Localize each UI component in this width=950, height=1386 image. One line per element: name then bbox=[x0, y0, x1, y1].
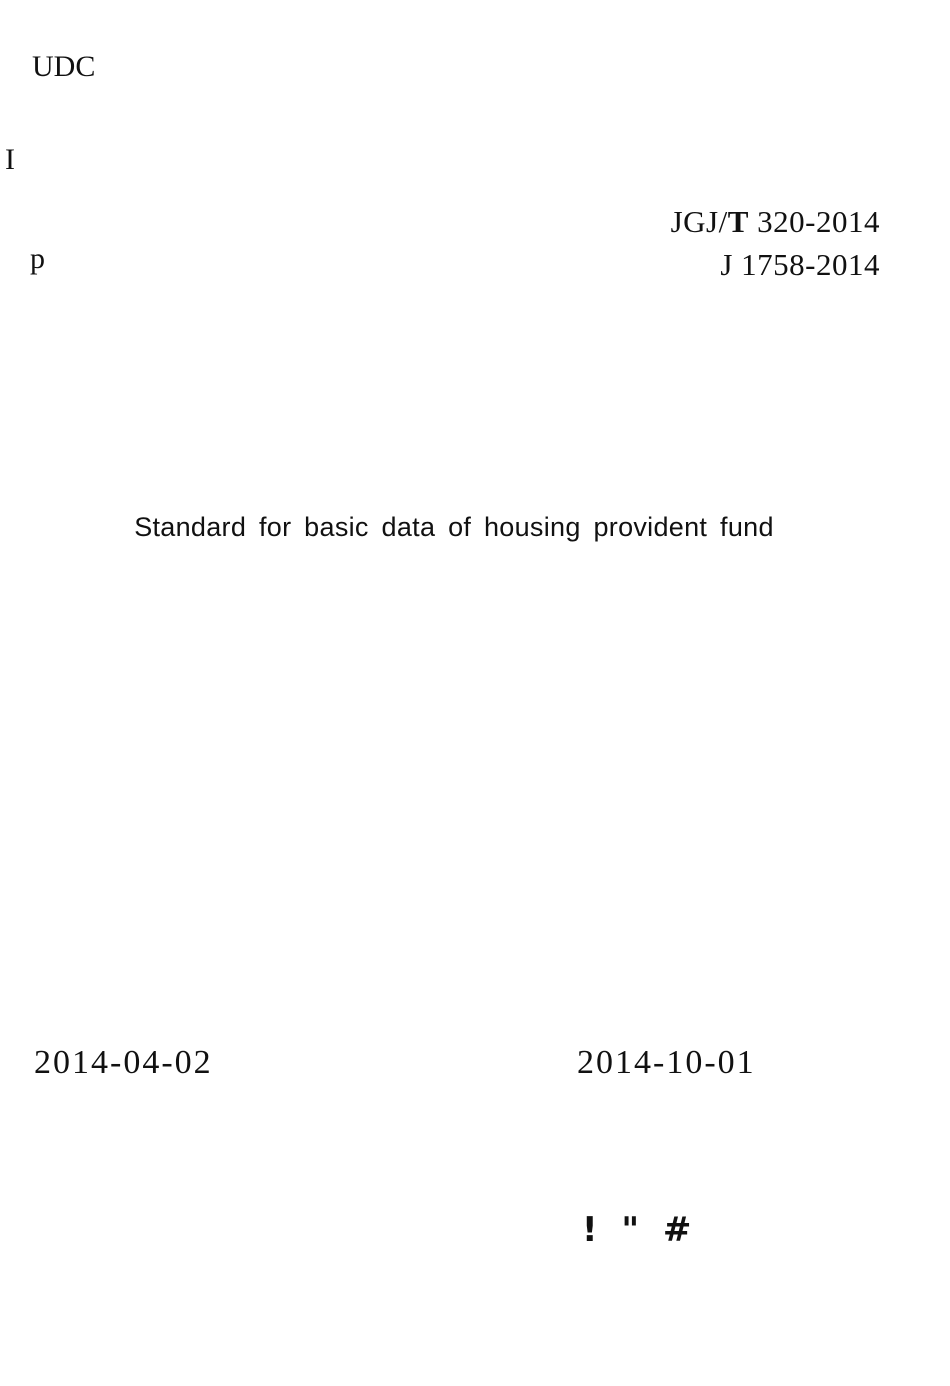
standard-codes bbox=[671, 200, 880, 286]
udc-label: UDC bbox=[32, 50, 96, 83]
implement-date: 2014-10-01 bbox=[577, 1044, 756, 1081]
issue-date: 2014-04-02 bbox=[34, 1044, 213, 1081]
mark-p: p bbox=[30, 242, 45, 275]
mark-i: I bbox=[5, 143, 15, 176]
document-title: Standard for basic data of housing provident fund bbox=[134, 512, 774, 542]
standard-number bbox=[671, 200, 880, 243]
standard-number-value: 320-2014 bbox=[748, 204, 880, 239]
filing-number: J 1758-2014 bbox=[720, 247, 880, 282]
issuer-glyphs: ! " # bbox=[582, 1210, 698, 1250]
standard-prefix: JGJ/ bbox=[670, 204, 728, 239]
standard-prefix-t: T bbox=[727, 204, 749, 239]
